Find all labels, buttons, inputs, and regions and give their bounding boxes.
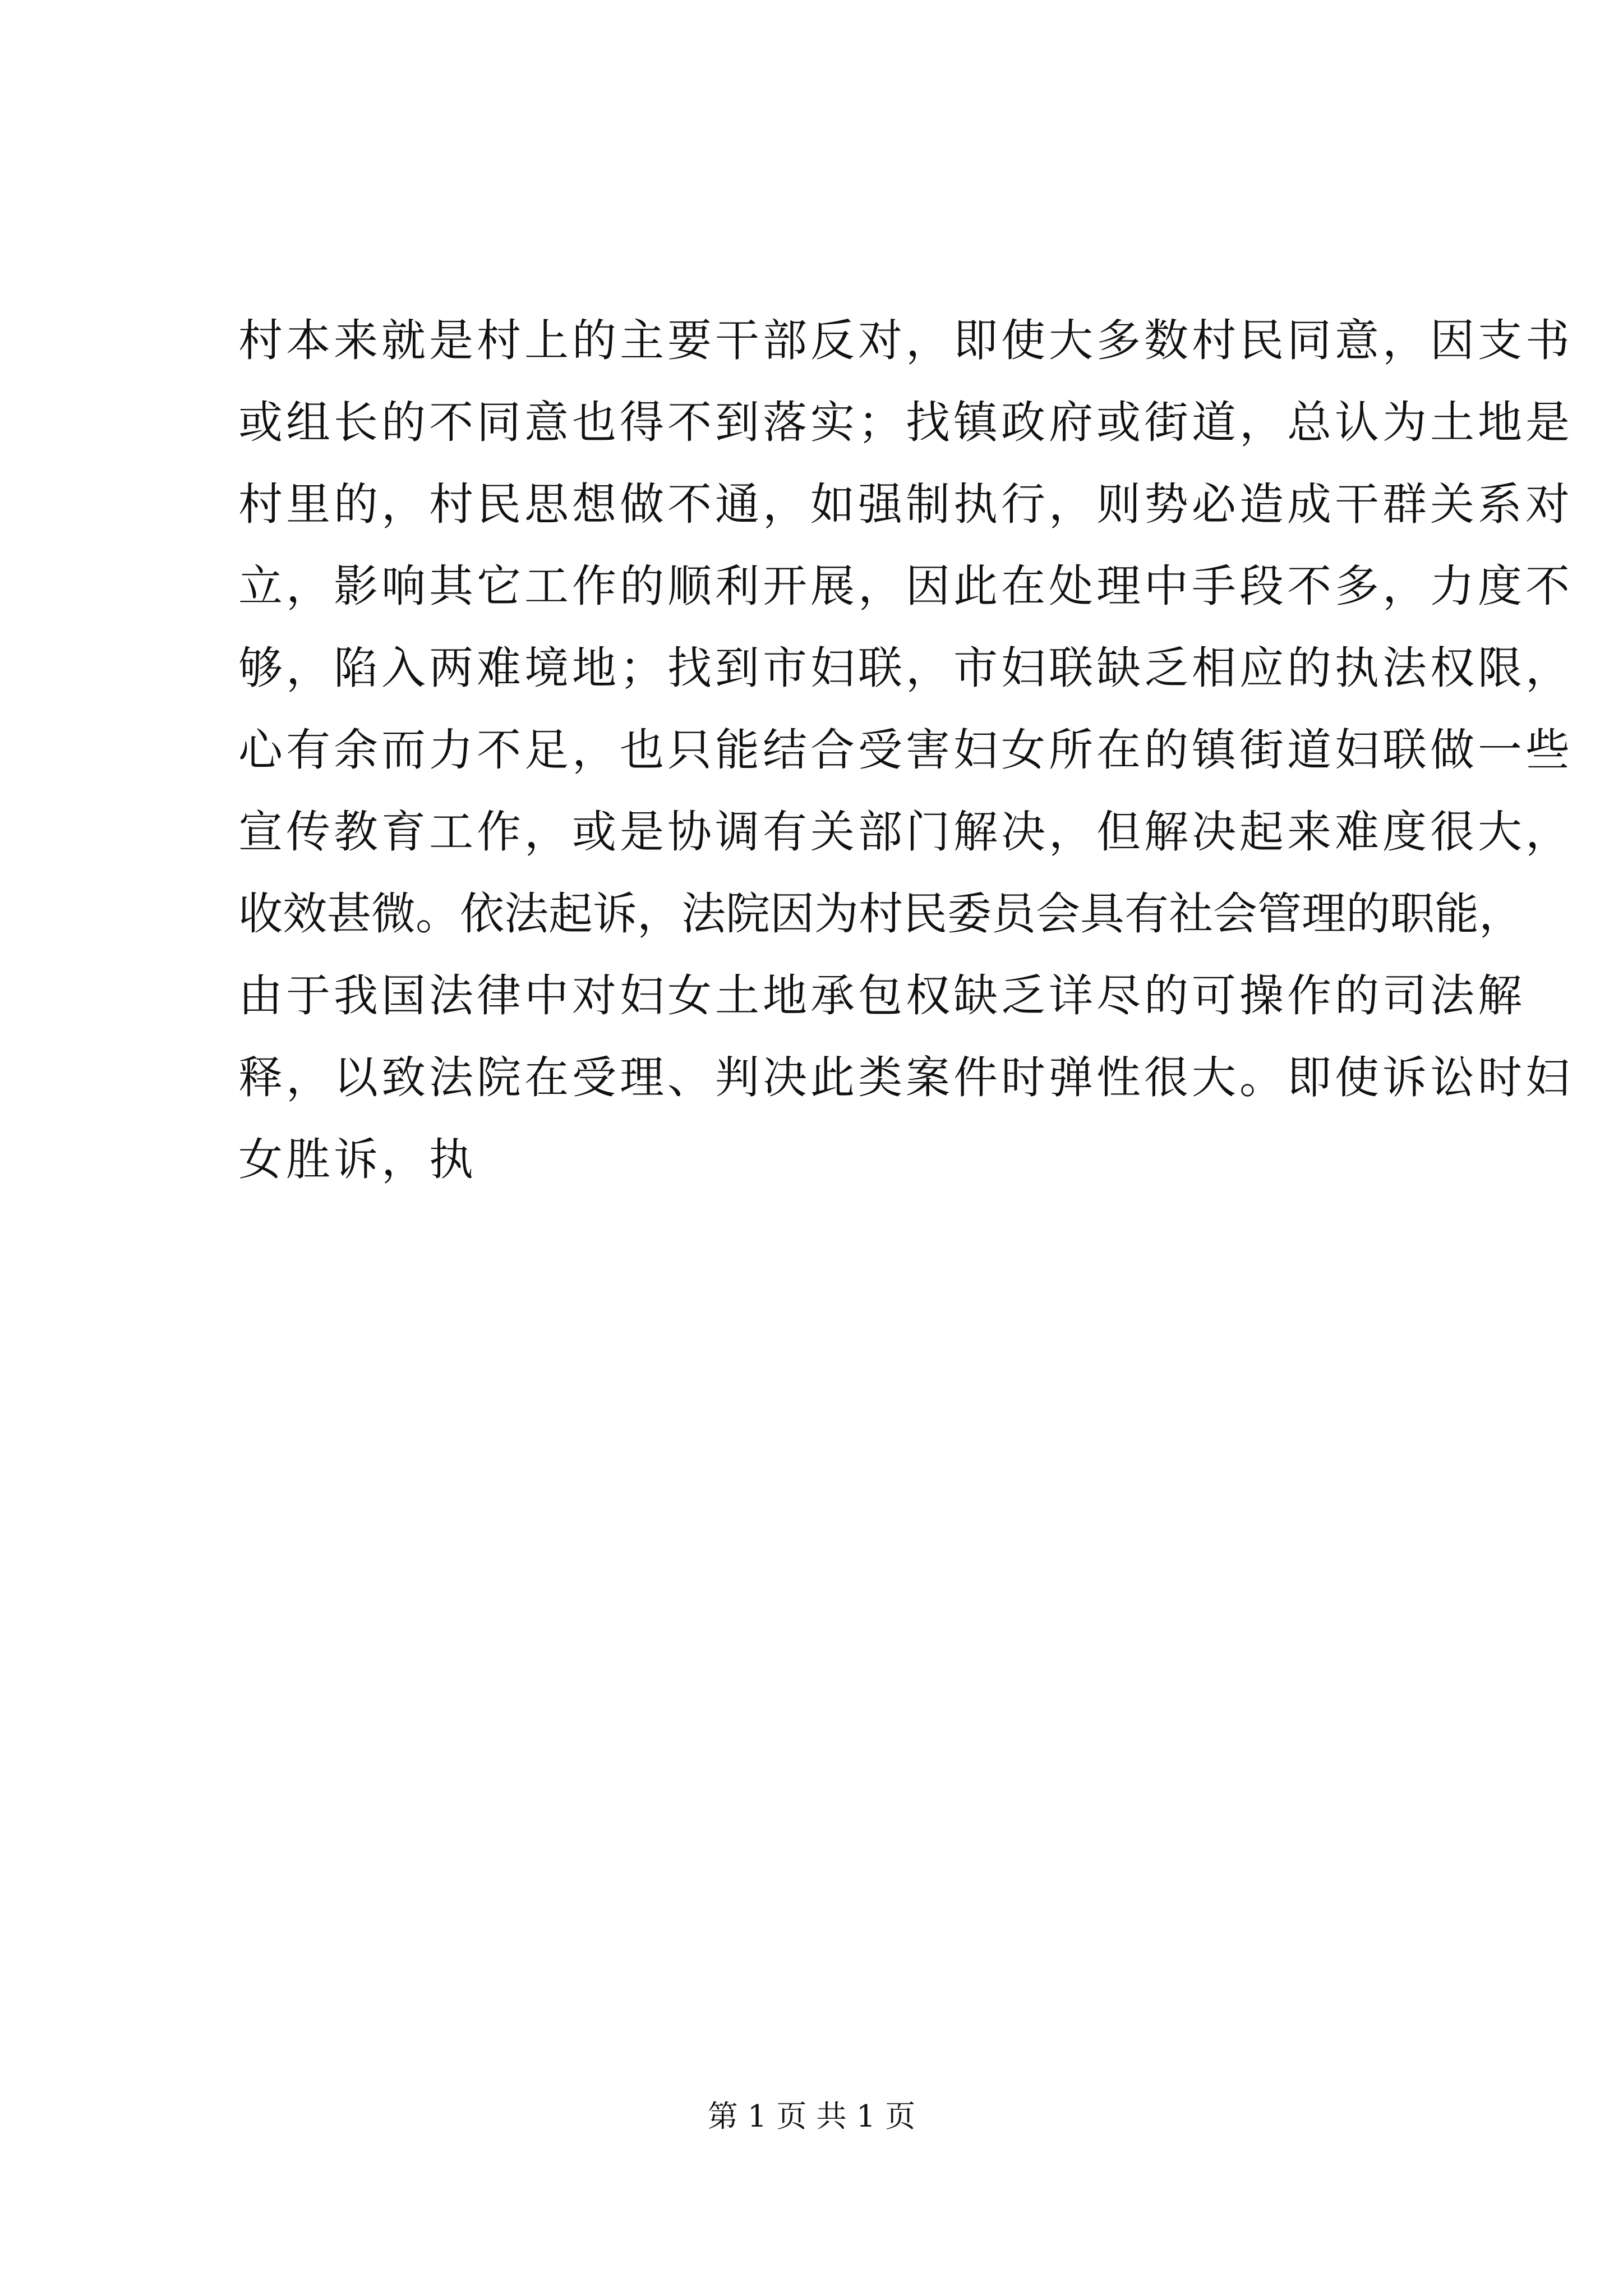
text-line: 或组长的不同意也得不到落实；找镇政府或街道，总认为土地是 [238,397,1573,448]
text-line: 由于我国法律中对妇女土地承包权缺乏详尽的可操作的司法解 [238,970,1525,1022]
text-line: 村本来就是村上的主要干部反对，即使大多数村民同意，因支书 [238,315,1573,366]
page-footer [0,2097,1623,2136]
text-line: 释，以致法院在受理、判决此类案件时弹性很大。即使诉讼时妇 [238,1052,1573,1103]
text-line: 收效甚微。依法起诉，法院因为村民委员会具有社会管理的职能， [238,888,1523,940]
body-paragraph [238,300,1573,1200]
text-line: 立，影响其它工作的顺利开展，因此在处理中手段不多，力度不 [238,560,1573,612]
text-line: 村里的，村民思想做不通，如强制执行，则势必造成干群关系对 [238,478,1573,530]
page-number-label: 第 1 页 共 1 页 [707,2099,916,2134]
text-line: 宣传教育工作，或是协调有关部门解决，但解决起来难度很大， [238,806,1573,858]
text-line: 心有余而力不足，也只能结合受害妇女所在的镇街道妇联做一些 [238,724,1573,776]
text-line: 女胜诉，执 [238,1134,477,1185]
text-line: 够，陷入两难境地；找到市妇联，市妇联缺乏相应的执法权限， [238,642,1573,694]
